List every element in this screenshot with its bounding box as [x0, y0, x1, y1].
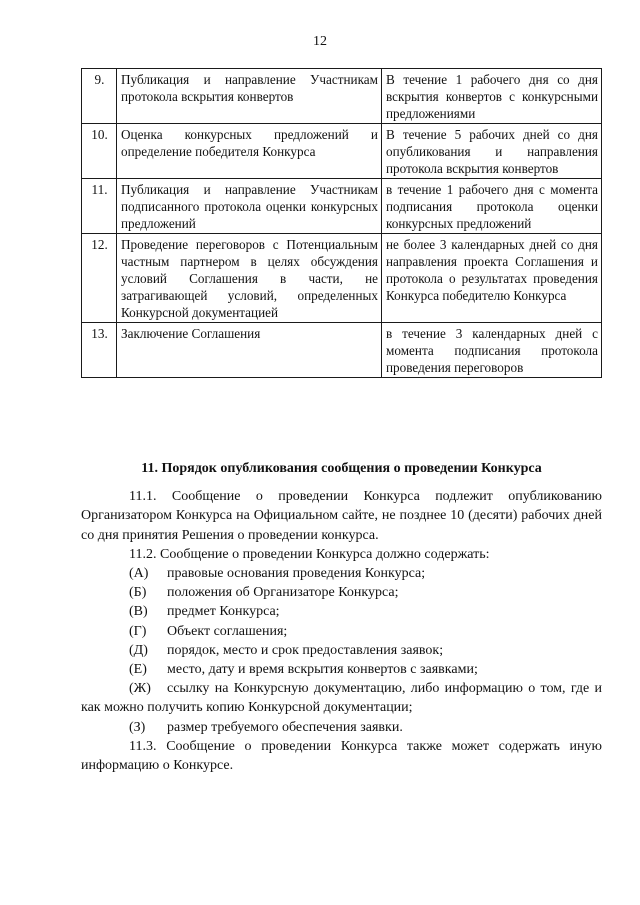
row-number: 12.	[82, 234, 117, 323]
table-row	[82, 69, 602, 124]
list-item-label: (Е)	[129, 662, 147, 678]
list-item-text: правовые основания проведения Конкурса;	[167, 566, 426, 582]
row-term: в течение 3 календарных дней с момента подписания протокола проведения переговоров	[382, 323, 602, 378]
list-item	[81, 564, 602, 583]
row-action: Публикация и направление Участникам протокола вскрытия конвертов	[117, 69, 382, 124]
list-item-label: (Б)	[129, 585, 147, 601]
list-item-label: (Г)	[129, 623, 147, 639]
row-number: 11.	[82, 179, 117, 234]
list-item	[81, 583, 602, 602]
list-item	[81, 679, 602, 717]
list-item-text: Объект соглашения;	[167, 623, 288, 639]
row-action: Проведение переговоров с Потенциальным частным партнером в целях обсуждения условий Соглашения в части, не затрагивающей условий, определенных Конкурсной документацией	[117, 234, 382, 323]
list-item-label: (В)	[129, 604, 148, 620]
paragraph-11-3: 11.3. Сообщение о проведении Конкурса также может содержать иную информацию о Конкурсе.	[81, 738, 602, 774]
list-item	[81, 641, 602, 660]
list-item-label: (А)	[129, 566, 149, 582]
row-action: Оценка конкурсных предложений и определение победителя Конкурса	[117, 124, 382, 179]
page-number: 12	[313, 34, 327, 49]
table-row	[82, 179, 602, 234]
list-item-text: ссылку на Конкурсную документацию, либо информацию о том, где и как можно получить копию Конкурсной документации;	[81, 681, 602, 716]
row-number: 13.	[82, 323, 117, 378]
list-item-text: размер требуемого обеспечения заявки.	[167, 719, 403, 735]
table-row	[82, 234, 602, 323]
list-item	[81, 602, 602, 621]
procedure-table	[81, 68, 602, 378]
list-item-text: место, дату и время вскрытия конвертов с заявками;	[167, 662, 478, 678]
list-item-label: (З)	[129, 719, 146, 735]
table-row	[82, 323, 602, 378]
row-term: В течение 5 рабочих дней со дня опубликования и направления протокола вскрытия конвертов	[382, 124, 602, 179]
list-item-text: положения об Организаторе Конкурса;	[167, 585, 399, 601]
row-action: Публикация и направление Участникам подписанного протокола оценки конкурсных предложений	[117, 179, 382, 234]
row-number: 9.	[82, 69, 117, 124]
paragraph-11-2: 11.2. Сообщение о проведении Конкурса должно содержать:	[129, 546, 490, 562]
row-term: не более 3 календарных дней со дня направления проекта Соглашения и протокола о результатах проведения Конкурса победителю Конкурса	[382, 234, 602, 323]
section-heading: 11. Порядок опубликования сообщения о проведении Конкурса	[141, 461, 542, 476]
paragraph-11-1: 11.1. Сообщение о проведении Конкурса подлежит опубликованию Организатором Конкурса на Официальном сайте, не позднее 10 (десяти) рабочих дней со дня принятия Решения о проведении конкурса.	[81, 489, 602, 543]
list-item	[81, 622, 602, 641]
row-action: Заключение Соглашения	[117, 323, 382, 378]
list-item	[81, 660, 602, 679]
list-item-text: порядок, место и срок предоставления заявок;	[167, 642, 444, 658]
row-number: 10.	[82, 124, 117, 179]
list-item-text: предмет Конкурса;	[167, 604, 280, 620]
table-row	[82, 124, 602, 179]
row-term: В течение 1 рабочего дня со дня вскрытия конвертов с конкурсными предложениями	[382, 69, 602, 124]
row-term: в течение 1 рабочего дня с момента подписания протокола оценки конкурсных предложений	[382, 179, 602, 234]
list-item	[81, 718, 602, 737]
list-item-label: (Д)	[129, 642, 148, 658]
section-11	[81, 459, 602, 775]
list-item-label: (Ж)	[129, 681, 151, 697]
